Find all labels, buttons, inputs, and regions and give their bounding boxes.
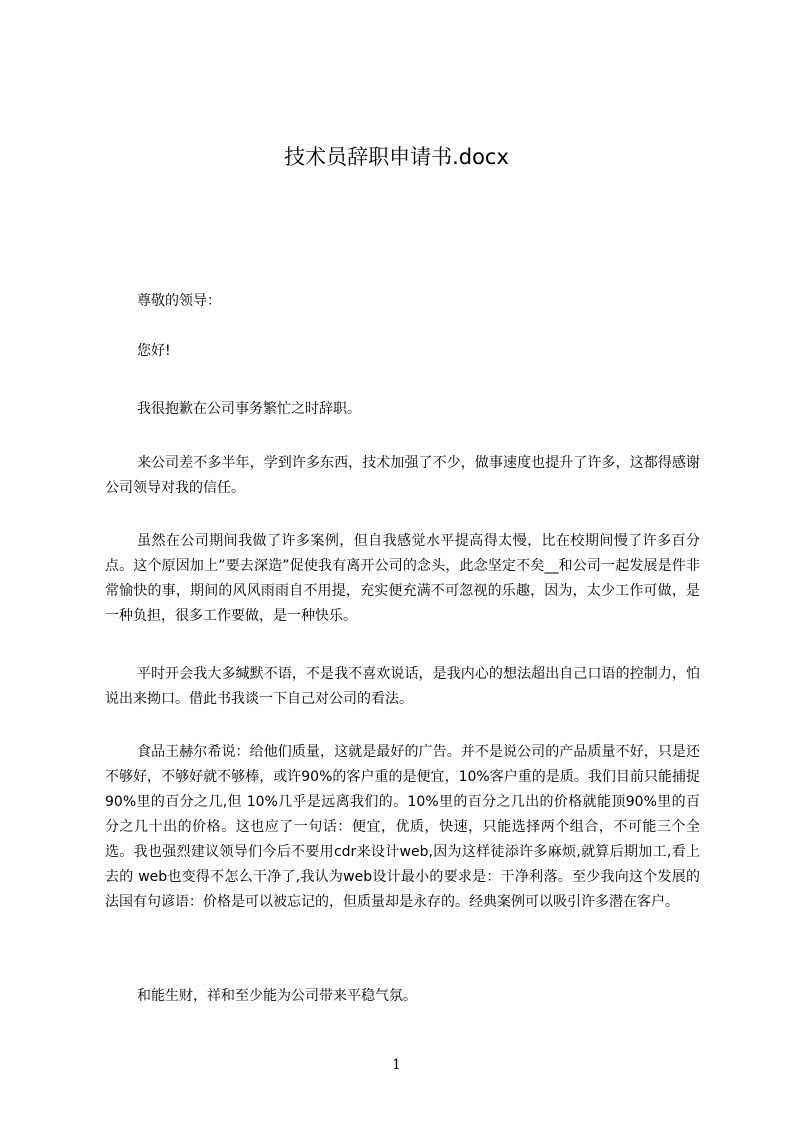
body-paragraph: 虽然在公司期间我做了许多案例，但自我感觉水平提高得太慢，比在校期间慢了许多百分点。这个原因加上”要去深造”促使我有离开公司的念头，此念坚定不矣__和公司一起发展是件非常愉快的事，期间的风风雨雨自不用提，充实便充满不可忽视的乐趣，因为，太少工作可做，是一种负担，很多工作要做，是一种快乐。 bbox=[105, 533, 700, 624]
body-paragraph: 来公司差不多半年，学到许多东西，技术加强了不少，做事速度也提升了许多，这都得感谢公司领导对我的信任。 bbox=[105, 455, 700, 496]
body-paragraph: 平时开会我大多缄默不语，不是我不喜欢说话，是我内心的想法超出自己口语的控制力，怕说出来拗口。借此书我谈一下自己对公司的看法。 bbox=[105, 666, 700, 707]
salutation: 尊敬的领导： bbox=[137, 293, 221, 309]
body-paragraph: 我很抱歉在公司事务繁忙之时辞职。 bbox=[137, 401, 361, 417]
body-paragraph: 食品王赫尔希说：给他们质量，这就是最好的广告。并不是说公司的产品质量不好，只是还不够好，不够好就不够棒，或许90%的客户重的是便宜，10%客户重的是质。我们目前只能捕捉90%里的百分之几,但 10%几乎是远离我们的。10%里的百分之几出的价格就能顶90%里的百分之几十出的价格。这也应了一句话：便宜，优质，快速，只能选择两个组合，不可能三个全选。我也强烈建议领导们今后不要用cdr来设计web,因为这样徒添许多麻烦,就算后期加工,看上去的 web也变得不怎么干净了,我认为web设计最小的要求是：干净利落。至少我向这个发展的法国有句谚语：价格是可以被忘记的，但质量却是永存的。经典案例可以吸引许多潜在客户。 bbox=[105, 744, 700, 910]
body-paragraph: 和能生财，祥和至少能为公司带来平稳气氛。 bbox=[137, 988, 417, 1004]
greeting: 您好! bbox=[137, 343, 171, 359]
document-title: 技术员辞职申请书.docx bbox=[284, 145, 509, 169]
page-number: 1 bbox=[392, 1057, 401, 1073]
